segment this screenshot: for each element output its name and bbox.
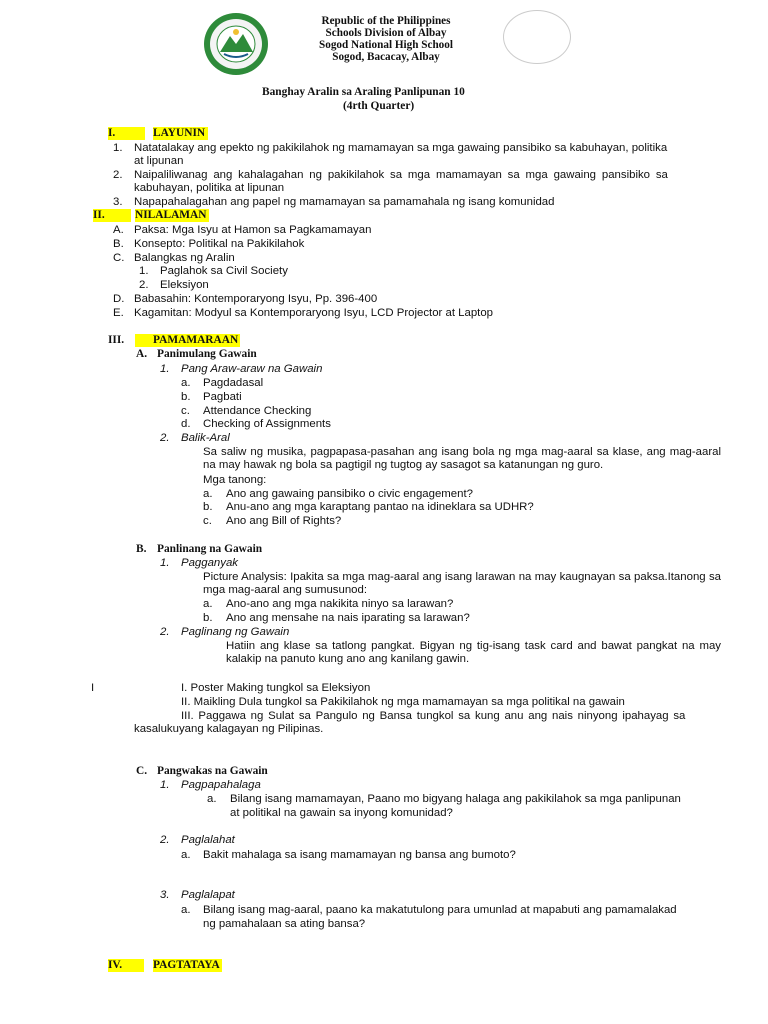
section-4-number: IV.: [108, 959, 144, 972]
analysis-question-b: Ano ang mensahe na nais iparating sa larawan?: [226, 612, 470, 624]
section-1-heading: LAYUNIN: [153, 127, 208, 140]
letterhead-line-1: Republic of the Philippines: [321, 15, 451, 27]
generalization-question-letter: a.: [181, 849, 191, 861]
group-task-3: III. Paggawa ng Sulat sa Pangulo ng Bansa tungkol sa kung anu ang nais ninyong ipahayag sa: [181, 710, 686, 722]
part-a-step-2-number: 2.: [160, 432, 170, 444]
nilalaman-a-letter: A.: [113, 224, 124, 236]
nilalaman-d-letter: D.: [113, 293, 125, 305]
analysis-question-a-letter: a.: [203, 598, 213, 610]
review-question-a: Ano ang gawaing pansibiko o civic engagement?: [226, 488, 473, 500]
part-b-step-2: Paglinang ng Gawain: [181, 626, 290, 638]
part-c-step-3-number: 3.: [160, 889, 170, 901]
part-c-step-1: Pagpapahalaga: [181, 779, 261, 791]
balangkas-1-number: 1.: [139, 265, 149, 277]
analysis-question-b-letter: b.: [203, 612, 213, 624]
nilalaman-a: Paksa: Mga Isyu at Hamon sa Pagkamamayan: [134, 224, 372, 236]
nilalaman-b: Konsepto: Politikal na Pakikilahok: [134, 238, 305, 250]
routine-c: Attendance Checking: [203, 405, 312, 417]
part-b-letter: B.: [136, 543, 147, 555]
section-3-number: III.: [108, 334, 125, 346]
routine-c-letter: c.: [181, 405, 190, 417]
layunin-3: Napapahalagahan ang papel ng mamamayan sa pamamahala ng isang komunidad: [134, 196, 555, 208]
routine-b-letter: b.: [181, 391, 191, 403]
part-c-step-3: Paglalapat: [181, 889, 235, 901]
part-b-step-1-number: 1.: [160, 557, 170, 569]
paglinang-paragraph: Hatiin ang klase sa tatlong pangkat. Bigyan ng tig-isang task card and bawat pangkat na may kalakip na panuto kung ano ang kanilang gawin.: [226, 640, 721, 665]
letterhead-line-2: Schools Division of Albay: [325, 27, 447, 39]
part-a-heading: Panimulang Gawain: [157, 348, 257, 360]
section-4-heading: PAGTATAYA: [153, 959, 220, 971]
application-question-letter: a.: [181, 904, 191, 916]
nilalaman-c: Balangkas ng Aralin: [134, 252, 235, 264]
nilalaman-d: Babasahin: Kontemporaryong Isyu, Pp. 396-400: [134, 293, 378, 305]
layunin-1-number: 1.: [113, 142, 123, 154]
questions-label: Mga tanong:: [203, 474, 267, 486]
valuing-question-cont: at politikal na gawain sa inyong komunidad?: [230, 807, 453, 819]
review-question-b: Anu-ano ang mga karaptang pantao na idineklara sa UDHR?: [226, 501, 534, 513]
nilalaman-c-letter: C.: [113, 252, 125, 264]
part-c-step-1-number: 1.: [160, 779, 170, 791]
review-question-c: Ano ang Bill of Rights?: [226, 515, 342, 527]
balangkas-2: Eleksiyon: [160, 279, 209, 291]
balangkas-1: Paglahok sa Civil Society: [160, 265, 288, 277]
section-2-number: II.: [93, 209, 131, 222]
routine-a-letter: a.: [181, 377, 191, 389]
letterhead-line-3: Sogod National High School: [319, 39, 453, 51]
part-b-step-2-number: 2.: [160, 626, 170, 638]
section-1-number: I.: [108, 127, 145, 140]
plan-title: Banghay Aralin sa Araling Panlipunan 10: [262, 86, 465, 98]
review-question-a-letter: a.: [203, 488, 213, 500]
valuing-question-letter: a.: [207, 793, 217, 805]
layunin-2-number: 2.: [113, 169, 123, 181]
routine-b: Pagbati: [203, 391, 242, 403]
part-b-step-1: Pagganyak: [181, 557, 238, 569]
part-c-step-2: Paglalahat: [181, 834, 235, 846]
application-question-cont: ng pamahalaan sa ating bansa?: [203, 918, 366, 930]
group-task-2: II. Maikling Dula tungkol sa Pakikilahok ng mga mamamayan sa mga politikal na gawain: [181, 696, 625, 708]
nilalaman-e: Kagamitan: Modyul sa Kontemporaryong Isyu, LCD Projector at Laptop: [134, 307, 493, 319]
part-c-step-2-number: 2.: [160, 834, 170, 846]
application-question: Bilang isang mag-aaral, paano ka makatutulong para umunlad at mapabuti ang pamamalakad: [203, 904, 677, 916]
stray-numeral: I: [91, 682, 95, 694]
routine-d-letter: d.: [181, 418, 191, 430]
letterhead-line-4: Sogod, Bacacay, Albay: [332, 51, 440, 63]
layunin-3-number: 3.: [113, 196, 123, 208]
group-task-1: I. Poster Making tungkol sa Eleksiyon: [181, 682, 371, 694]
part-c-heading: Pangwakas na Gawain: [157, 765, 268, 777]
part-a-step-1: Pang Araw-araw na Gawain: [181, 363, 323, 375]
analysis-question-a: Ano-ano ang mga nakikita ninyo sa larawan?: [226, 598, 454, 610]
routine-d: Checking of Assignments: [203, 418, 331, 430]
pagganyak-paragraph: Picture Analysis: Ipakita sa mga mag-aaral ang isang larawan na may kaugnayan sa paksa.Itanong sa mga mag-aaral ang sumusunod:: [203, 571, 721, 596]
balangkas-2-number: 2.: [139, 279, 149, 291]
review-question-c-letter: c.: [203, 515, 212, 527]
plan-subtitle: (4rth Quarter): [343, 100, 415, 112]
generalization-question: Bakit mahalaga sa isang mamamayan ng bansa ang bumoto?: [203, 849, 516, 861]
layunin-2-cont: kabuhayan, politika at lipunan: [134, 182, 285, 194]
part-a-step-2: Balik-Aral: [181, 432, 230, 444]
nilalaman-e-letter: E.: [113, 307, 124, 319]
part-b-heading: Panlinang na Gawain: [157, 543, 263, 555]
balik-aral-paragraph: Sa saliw ng musika, pagpapasa-pasahan ang isang bola ng mga mag-aaral sa klase, ang mag-aaral na may hawak ng bola sa pagtigil ng tugtog ay sasagot sa katanungan ng guro.: [203, 446, 721, 471]
layunin-2: Naipaliliwanag ang kahalagahan ng pakikilahok sa mga mamamayan sa mga gawaing pansibiko sa: [134, 169, 668, 181]
part-c-letter: C.: [136, 765, 148, 777]
nilalaman-b-letter: B.: [113, 238, 124, 250]
part-a-letter: A.: [136, 348, 148, 360]
section-2-heading: NILALAMAN: [135, 209, 207, 221]
layunin-1: Natatalakay ang epekto ng pakikilahok ng mamamayan sa mga gawaing pansibiko sa kabuhayan, politika: [134, 142, 668, 154]
review-question-b-letter: b.: [203, 501, 213, 513]
routine-a: Pagdadasal: [203, 377, 264, 389]
layunin-1-cont: at lipunan: [134, 155, 184, 167]
section-3-heading: PAMAMARAAN: [135, 334, 240, 347]
valuing-question: Bilang isang mamamayan, Paano mo bigyang halaga ang pakikilahok sa mga panlipunan: [230, 793, 681, 805]
part-a-step-1-number: 1.: [160, 363, 170, 375]
group-task-3-cont: kasalukuyang kalagayan ng Pilipinas.: [134, 723, 324, 735]
